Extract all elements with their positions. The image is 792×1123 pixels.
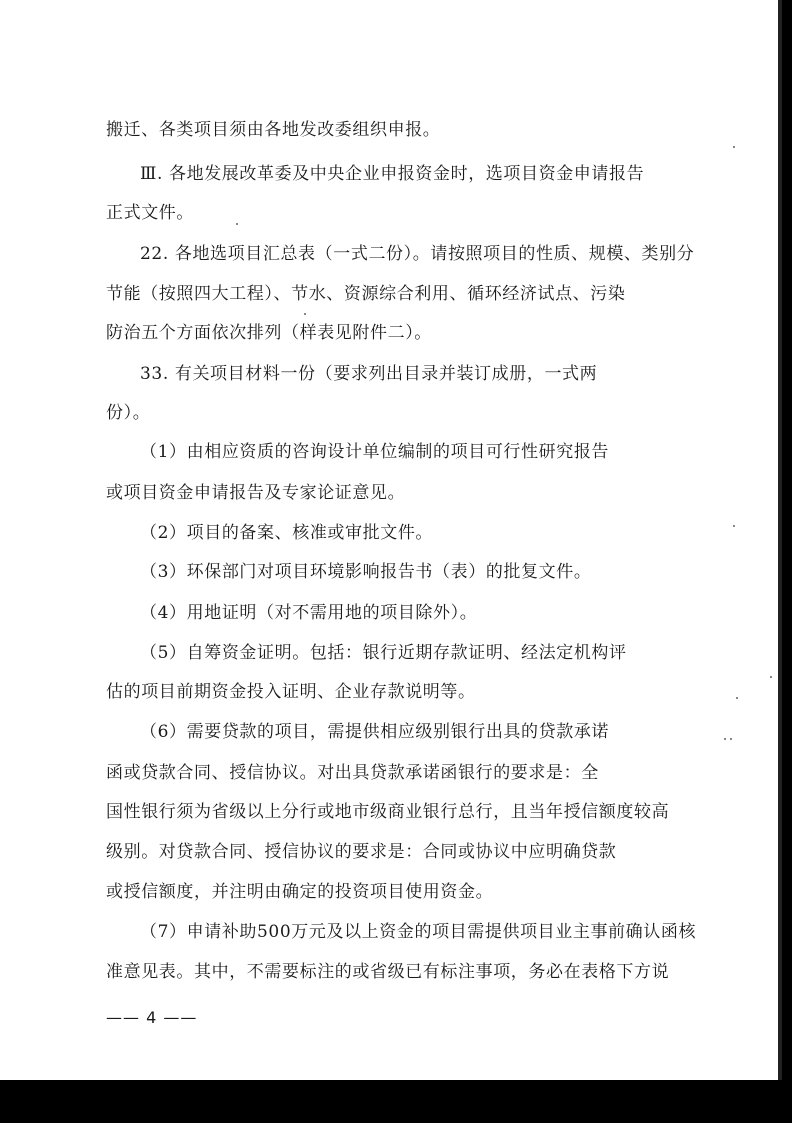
text-line: （2）项目的备案、核准或审批文件。 xyxy=(140,523,434,543)
scan-speck xyxy=(770,676,772,678)
text-line: （5）自筹资金证明。包括：银行近期存款证明、经法定机构评 xyxy=(140,643,627,663)
scan-speck xyxy=(724,738,726,740)
text-line: 22. 各地选项目汇总表（一式二份）。请按照项目的性质、规模、类别分 xyxy=(140,244,695,264)
scan-speck xyxy=(304,313,306,315)
page-number: —— 4 —— xyxy=(106,1008,198,1027)
text-line: 或项目资金申请报告及专家论证意见。 xyxy=(106,483,406,503)
text-line: （4）用地证明（对不需用地的项目除外）。 xyxy=(140,603,478,623)
scan-right-edge xyxy=(778,0,782,1080)
scan-bottom-border xyxy=(0,1080,792,1123)
text-line: 节能（按照四大工程）、节水、资源综合利用、循环经济试点、污染 xyxy=(106,284,626,304)
text-line: （3）环保部门对项目环境影响报告书（表）的批复文件。 xyxy=(140,562,592,582)
text-line: （6）需要贷款的项目，需提供相应级别银行出具的贷款承诺 xyxy=(140,722,610,742)
text-line: 正式文件。 xyxy=(106,203,194,223)
scan-speck xyxy=(236,223,238,225)
scan-speck xyxy=(733,525,735,527)
text-line: 函或贷款合同、授信协议。对出具贷款承诺函银行的要求是：全 xyxy=(106,763,599,783)
text-line: 33. 有关项目材料一份（要求列出目录并装订成册，一式两 xyxy=(140,364,598,384)
text-line: 估的项目前期资金投入证明、企业存款说明等。 xyxy=(106,682,476,702)
text-line: 份）。 xyxy=(106,403,151,423)
scan-speck xyxy=(736,697,738,699)
text-line: 防治五个方面依次排列（样表见附件二）。 xyxy=(106,323,432,343)
text-line: Ⅲ. 各地发展改革委及中央企业申报资金时，选项目资金申请报告 xyxy=(140,164,645,184)
text-line: （1）由相应资质的咨询设计单位编制的项目可行性研究报告 xyxy=(140,442,610,462)
scan-speck xyxy=(733,146,735,148)
text-line: 搬迁、各类项目须由各地发改委组织申报。 xyxy=(106,120,441,140)
text-line: 级别。对贷款合同、授信协议的要求是：合同或协议中应明确贷款 xyxy=(106,842,617,862)
text-line: 国性银行须为省级以上分行或地市级商业银行总行，且当年授信额度较高 xyxy=(106,802,670,822)
scan-speck xyxy=(730,738,732,740)
text-line: 或授信额度，并注明由确定的投资项目使用资金。 xyxy=(106,882,494,902)
text-line: 准意见表。其中，不需要标注的或省级已有标注事项，务必在表格下方说 xyxy=(106,962,670,982)
text-line: （7）申请补助500万元及以上资金的项目需提供项目业主事前确认函核 xyxy=(140,922,697,942)
